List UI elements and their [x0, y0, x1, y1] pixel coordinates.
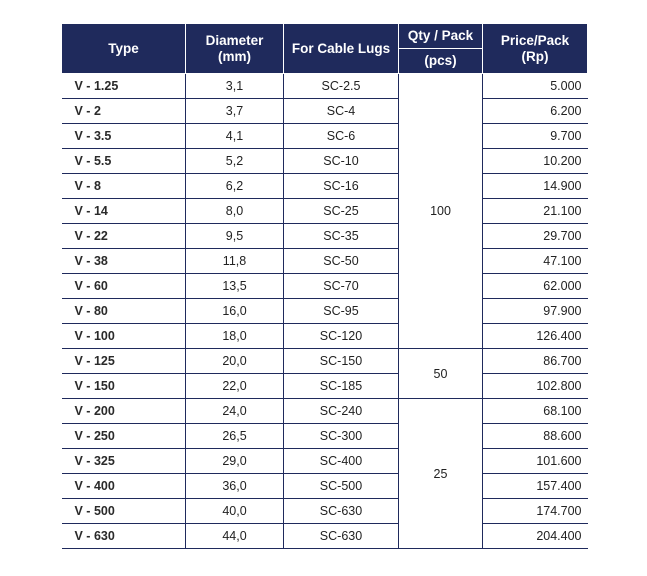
- header-diameter-line1: Diameter: [205, 32, 264, 48]
- table-row: [62, 499, 588, 524]
- cell-cable-lugs: SC-150: [284, 349, 399, 374]
- cell-diameter: 5,2: [186, 149, 284, 174]
- price-table: [61, 23, 588, 549]
- cell-diameter: 29,0: [186, 449, 284, 474]
- cell-type: V - 5.5: [62, 149, 186, 174]
- cell-diameter: 13,5: [186, 274, 284, 299]
- cell-type: V - 400: [62, 474, 186, 499]
- cell-type: V - 1.25: [62, 74, 186, 99]
- cell-price-per-pack: 5.000: [483, 74, 588, 99]
- cell-cable-lugs: SC-16: [284, 174, 399, 199]
- cell-type: V - 500: [62, 499, 186, 524]
- cell-cable-lugs: SC-2.5: [284, 74, 399, 99]
- table-row: [62, 199, 588, 224]
- header-price: [483, 24, 588, 74]
- cell-diameter: 36,0: [186, 474, 284, 499]
- table-row: [62, 474, 588, 499]
- cell-price-per-pack: 9.700: [483, 124, 588, 149]
- cell-cable-lugs: SC-50: [284, 249, 399, 274]
- cell-type: V - 38: [62, 249, 186, 274]
- cell-cable-lugs: SC-240: [284, 399, 399, 424]
- cell-type: V - 250: [62, 424, 186, 449]
- table-row: [62, 224, 588, 249]
- table-row: [62, 299, 588, 324]
- cell-price-per-pack: 97.900: [483, 299, 588, 324]
- table-row: [62, 274, 588, 299]
- cell-cable-lugs: SC-500: [284, 474, 399, 499]
- cell-diameter: 3,7: [186, 99, 284, 124]
- cell-qty-per-pack: 100: [399, 74, 483, 349]
- cell-type: V - 630: [62, 524, 186, 549]
- cell-diameter: 26,5: [186, 424, 284, 449]
- cell-diameter: 11,8: [186, 249, 284, 274]
- cell-price-per-pack: 204.400: [483, 524, 588, 549]
- table-row: [62, 524, 588, 549]
- cell-price-per-pack: 6.200: [483, 99, 588, 124]
- cell-price-per-pack: 86.700: [483, 349, 588, 374]
- header-price-line2: (Rp): [521, 48, 549, 64]
- cell-type: V - 14: [62, 199, 186, 224]
- cell-type: V - 60: [62, 274, 186, 299]
- cell-type: V - 150: [62, 374, 186, 399]
- cell-price-per-pack: 29.700: [483, 224, 588, 249]
- cell-cable-lugs: SC-10: [284, 149, 399, 174]
- cell-cable-lugs: SC-120: [284, 324, 399, 349]
- cell-type: V - 2: [62, 99, 186, 124]
- cell-type: V - 3.5: [62, 124, 186, 149]
- table-row: [62, 174, 588, 199]
- cell-diameter: 4,1: [186, 124, 284, 149]
- table-row: [62, 374, 588, 399]
- cell-cable-lugs: SC-6: [284, 124, 399, 149]
- cell-cable-lugs: SC-400: [284, 449, 399, 474]
- price-list: [61, 23, 588, 549]
- cell-cable-lugs: SC-95: [284, 299, 399, 324]
- table-row: [62, 149, 588, 174]
- table-row: [62, 324, 588, 349]
- cell-diameter: 6,2: [186, 174, 284, 199]
- cell-diameter: 24,0: [186, 399, 284, 424]
- cell-cable-lugs: SC-185: [284, 374, 399, 399]
- cell-price-per-pack: 102.800: [483, 374, 588, 399]
- cell-cable-lugs: SC-630: [284, 524, 399, 549]
- cell-type: V - 125: [62, 349, 186, 374]
- table-row: [62, 99, 588, 124]
- cell-diameter: 44,0: [186, 524, 284, 549]
- cell-diameter: 16,0: [186, 299, 284, 324]
- cell-type: V - 200: [62, 399, 186, 424]
- header-cable-lugs: For Cable Lugs: [284, 24, 399, 74]
- cell-price-per-pack: 88.600: [483, 424, 588, 449]
- cell-type: V - 100: [62, 324, 186, 349]
- header-diameter-line2: (mm): [218, 48, 251, 64]
- cell-price-per-pack: 101.600: [483, 449, 588, 474]
- table-row: [62, 399, 588, 424]
- cell-type: V - 325: [62, 449, 186, 474]
- cell-price-per-pack: 10.200: [483, 149, 588, 174]
- table-row: [62, 424, 588, 449]
- cell-price-per-pack: 47.100: [483, 249, 588, 274]
- header-type: Type: [62, 24, 186, 74]
- cell-type: V - 22: [62, 224, 186, 249]
- header-price-line1: Price/Pack: [500, 32, 570, 48]
- table-row: [62, 449, 588, 474]
- table-header: [62, 24, 588, 74]
- cell-cable-lugs: SC-4: [284, 99, 399, 124]
- cell-price-per-pack: 14.900: [483, 174, 588, 199]
- cell-qty-per-pack: 50: [399, 349, 483, 399]
- table-row: [62, 124, 588, 149]
- cell-qty-per-pack: 25: [399, 399, 483, 549]
- cell-diameter: 18,0: [186, 324, 284, 349]
- cell-type: V - 8: [62, 174, 186, 199]
- cell-price-per-pack: 157.400: [483, 474, 588, 499]
- cell-price-per-pack: 126.400: [483, 324, 588, 349]
- cell-diameter: 9,5: [186, 224, 284, 249]
- cell-diameter: 3,1: [186, 74, 284, 99]
- header-qty-line1: Qty / Pack: [399, 24, 483, 49]
- cell-diameter: 22,0: [186, 374, 284, 399]
- header-qty-line2: (pcs): [399, 49, 483, 74]
- cell-price-per-pack: 68.100: [483, 399, 588, 424]
- header-diameter: [186, 24, 284, 74]
- cell-diameter: 40,0: [186, 499, 284, 524]
- cell-diameter: 8,0: [186, 199, 284, 224]
- cell-cable-lugs: SC-35: [284, 224, 399, 249]
- cell-price-per-pack: 21.100: [483, 199, 588, 224]
- cell-price-per-pack: 174.700: [483, 499, 588, 524]
- cell-price-per-pack: 62.000: [483, 274, 588, 299]
- table-row: [62, 349, 588, 374]
- cell-type: V - 80: [62, 299, 186, 324]
- table-row: [62, 249, 588, 274]
- cell-cable-lugs: SC-630: [284, 499, 399, 524]
- table-row: [62, 74, 588, 99]
- cell-cable-lugs: SC-25: [284, 199, 399, 224]
- table-body: [62, 74, 588, 549]
- cell-diameter: 20,0: [186, 349, 284, 374]
- cell-cable-lugs: SC-300: [284, 424, 399, 449]
- cell-cable-lugs: SC-70: [284, 274, 399, 299]
